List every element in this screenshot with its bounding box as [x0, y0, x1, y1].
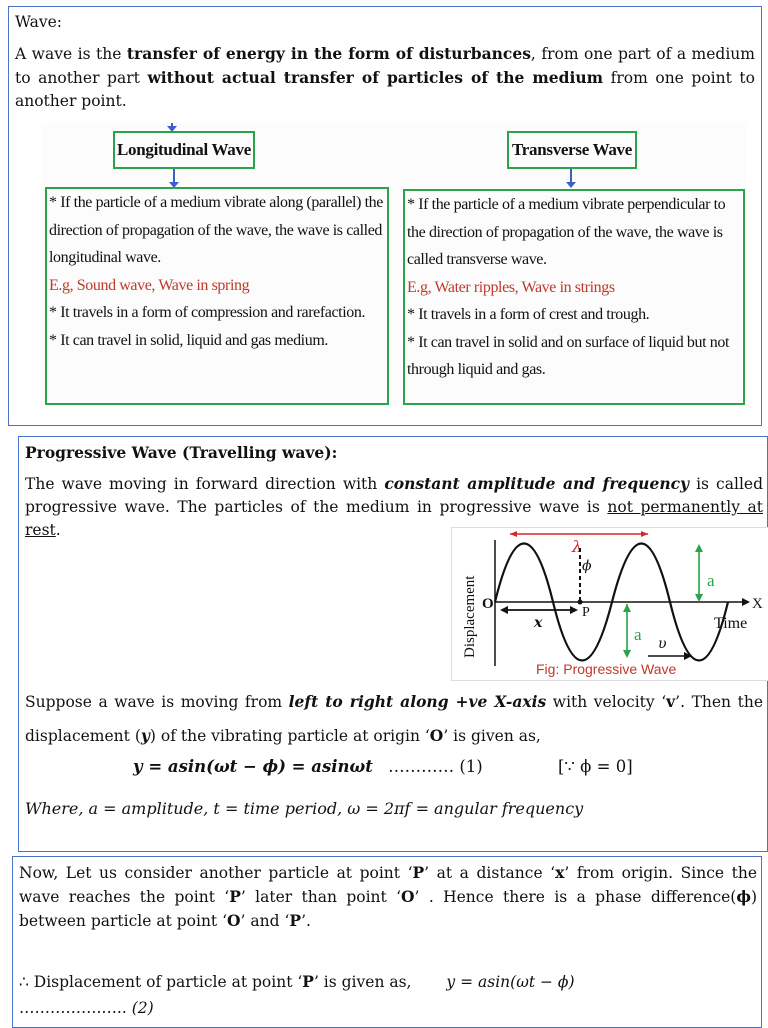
equation-1: y = asin(ωt − ϕ) = asinωt ………… (1) [∵ ϕ = 0]: [133, 757, 633, 776]
fig-x-axis: X: [752, 596, 763, 612]
fig-x-small: x: [534, 615, 543, 631]
wave-heading: Wave:: [15, 13, 62, 31]
transverse-title: Transverse Wave: [507, 131, 637, 169]
progressive-wave-figure: [451, 527, 768, 681]
transverse-line1: * If the particle of a medium vibrate perpendicular to the direction of propagation of the wave, the wave is called transverse wave.: [407, 196, 726, 268]
longitudinal-example: E.g, Sound wave, Wave in spring: [49, 276, 250, 294]
wave-types-diagram: [41, 123, 747, 405]
fig-origin: O: [482, 596, 494, 612]
transverse-text: [407, 191, 743, 384]
now-displacement: ∴ Displacement of particle at point ‘P’ is given as, y = asin(ωt − ϕ) …………….….. (2): [19, 972, 575, 1017]
longitudinal-line3: * It can travel in solid, liquid and gas medium.: [49, 331, 328, 349]
now-paragraph: Now, Let us consider another particle at point ‘P’ at a distance ‘x’ from origin. Since the wave reaches the point ‘P’ later than point ‘O’ . Hence there is a phase difference(ϕ) between particle at point ‘O’ and ‘P’.: [19, 863, 757, 930]
progressive-suppose: Suppose a wave is moving from left to right along +ve X-axis with velocity ‘v’. Then the displacement (y) of the vibrating particle at origin ‘O’ is given as,: [25, 692, 763, 745]
fig-phi: ϕ: [582, 558, 592, 574]
fig-amp-bottom: a: [634, 625, 642, 644]
transverse-example: E.g, Water ripples, Wave in strings: [407, 278, 615, 296]
longitudinal-line2: * It travels in a form of compression and rarefaction.: [49, 304, 366, 321]
transverse-line3: * It can travel in solid and on surface of liquid but not through liquid and gas.: [407, 333, 730, 378]
transverse-line2: * It travels in a form of crest and trough.: [407, 306, 650, 323]
longitudinal-text: [49, 189, 389, 354]
progressive-definition: The wave moving in forward direction with constant amplitude and frequency is called progressive wave. The particles of the medium in progressive wave is not permanently at rest.: [25, 474, 763, 539]
fig-amp-top: a: [707, 571, 715, 590]
fig-ylabel: Displacement: [462, 575, 478, 658]
progressive-heading: Progressive Wave (Travelling wave):: [25, 443, 338, 462]
fig-caption: Fig: Progressive Wave: [536, 661, 677, 677]
fig-time: Time: [714, 615, 748, 632]
progressive-wave-section: [18, 436, 768, 852]
fig-lambda: λ: [572, 537, 583, 556]
wave-definition: A wave is the transfer of energy in the form of disturbances, from one part of a medium to another part without actual transfer of particles of the medium from one point to another point.: [15, 44, 755, 110]
where-definitions: Where, a = amplitude, t = time period, ω = 2πf = angular frequency: [25, 799, 584, 818]
fig-velocity: υ: [658, 636, 667, 652]
fig-point: P: [582, 605, 590, 620]
phase-difference-section: [12, 856, 762, 1028]
wave-section: [8, 6, 762, 426]
longitudinal-line1: * If the particle of a medium vibrate along (parallel) the direction of propagation of the wave, the wave is called longitudinal wave.: [49, 194, 383, 266]
longitudinal-title: Longitudinal Wave: [113, 131, 255, 169]
